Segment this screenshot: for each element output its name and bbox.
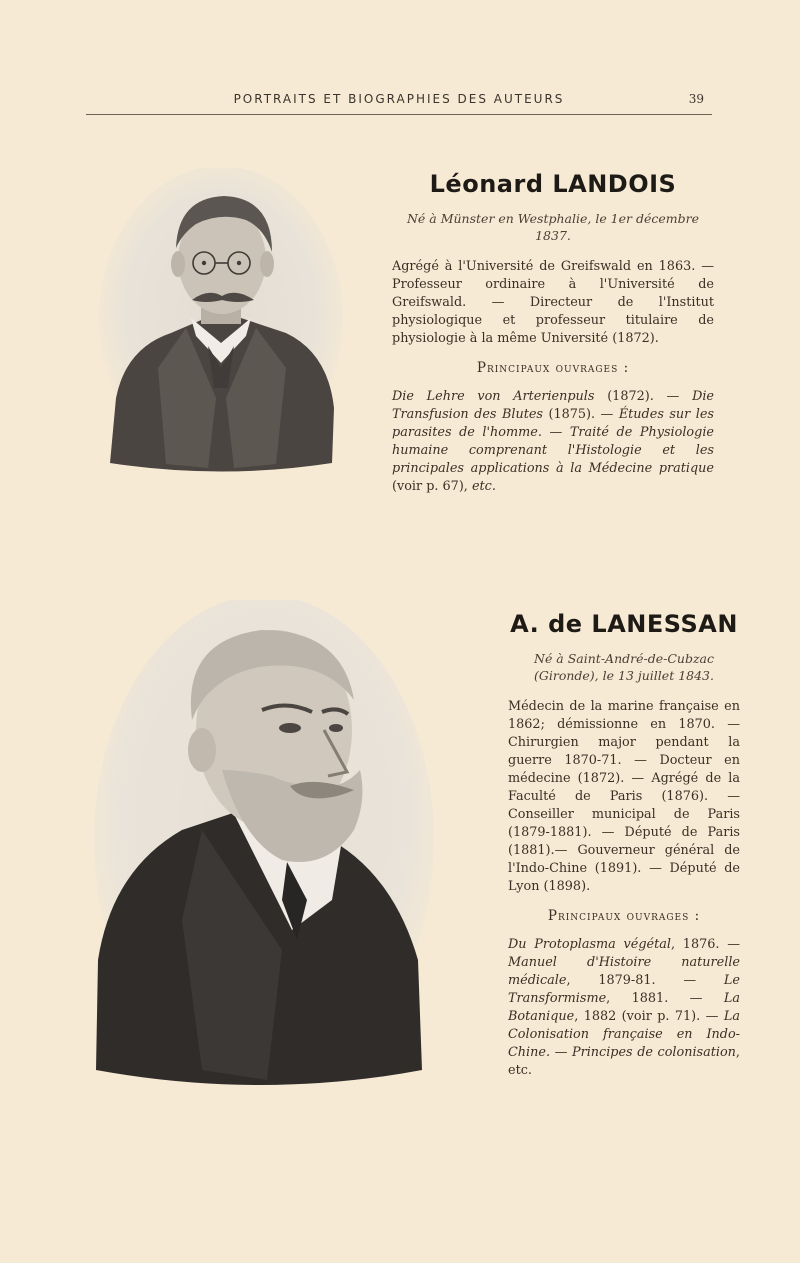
work-segment: La Botanique (508, 991, 740, 1024)
work-segment: Manuel d'Histoire naturelle médicale (508, 955, 740, 988)
biography-text: Médecin de la marine française en 1862; démissionne en 1870. — Chirurgien major pendant la guerre 1870-71. — Docteur en médecine (1872). — Agrégé de la Faculté de Paris (1876). — Conseiller municipal de Paris (1879-1881). — Député de Paris (1881).— Gouverneur général de l'Indo-Chine (1891). — Député de Lyon (1898). (508, 699, 740, 894)
work-segment: — (541, 425, 570, 440)
works-heading: Principaux ouvrages : (476, 360, 630, 376)
page-number: 39 (688, 92, 704, 106)
portrait-lanessan-image (92, 600, 437, 1090)
author-name: Léonard LANDOIS (429, 170, 677, 198)
works-list (508, 936, 740, 1080)
work-segment: (1875). — (542, 407, 619, 422)
work-segment: Études sur les parasites de l'homme. (392, 407, 714, 440)
work-segment: — (550, 1045, 572, 1060)
work-segment: , 1882 (voir p. 71). — (574, 1009, 724, 1024)
biography-text: Agrégé à l'Université de Greifswald en 1863. — Professeur ordinaire à l'Université de Greifswald. — Directeur de l'Institut physiologique et professeur titulaire de physiologie à la même Université (1872). (392, 259, 714, 346)
work-segment: La Colonisation française en Indo-Chine. (508, 1009, 740, 1060)
work-segment: Die Lehre von Arterienpuls (392, 389, 595, 404)
work-segment: Le Transformisme (508, 973, 740, 1006)
work-segment: (1872). — (594, 389, 693, 404)
author-name: A. de LANESSAN (510, 610, 738, 638)
portrait-lanessan (92, 600, 437, 1090)
work-segment: (voir p. 67), (392, 479, 472, 494)
work-segment: , 1879-81. — (566, 973, 724, 988)
work-segment: Principes de colonisation (571, 1045, 736, 1060)
running-title: PORTRAITS ET BIOGRAPHIES DES AUTEURS (233, 92, 565, 106)
portrait-landois-image (96, 168, 346, 473)
work-segment: Du Protoplasma végétal (508, 937, 671, 952)
bio-landois (392, 170, 714, 496)
work-segment: , etc. (508, 1045, 740, 1078)
running-header (86, 92, 712, 115)
work-segment: etc. (471, 479, 496, 494)
work-segment: Traité de Physiologie humaine comprenant l'Histologie et les principales applications à la Médecine pratique (392, 425, 714, 476)
works-heading: Principaux ouvrages : (547, 908, 701, 924)
portrait-landois (96, 168, 346, 473)
birth-info: Né à Saint-André-de-Cubzac (Gironde), le 13 juillet 1843. (534, 651, 714, 683)
birth-info: Né à Münster en Westphalie, le 1er décembre 1837. (406, 211, 700, 243)
work-segment: , 1881. — (606, 991, 724, 1006)
bio-lanessan (508, 610, 740, 1080)
work-segment: , 1876. — (670, 937, 741, 952)
work-segment: Die Transfusion des Blutes (392, 389, 714, 422)
works-list (392, 388, 714, 496)
